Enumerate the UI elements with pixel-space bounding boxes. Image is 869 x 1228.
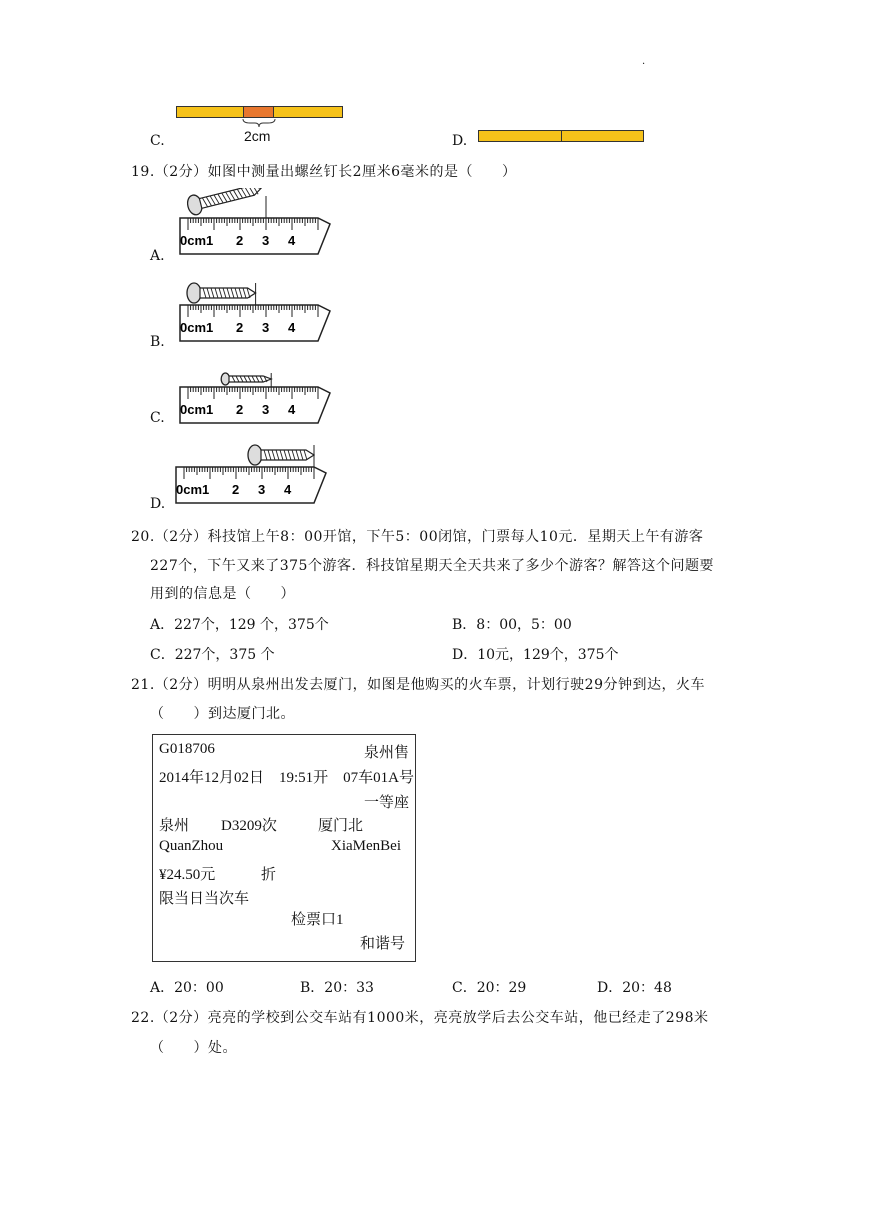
ruler-label: 4 [288,233,296,248]
screw-icon [186,188,264,216]
ticket-price: ¥24.50元 [159,867,216,883]
q20-stem-line3: 用到的信息是（ ） [150,586,295,602]
screw-icon [248,445,314,465]
ticket-from-pinyin: QuanZhou [159,838,224,854]
screw-icon [221,373,271,385]
ruler-label: 0cm1 [180,320,214,335]
q20-option-d[interactable]: D．10元，129个，375个 [452,647,619,663]
ticket-office: 泉州售 [363,745,409,761]
q21-stem-line1: 21.（2分）明明从泉州出发去厦门，如图是他购买的火车票，计划行驶29分钟到达，火车 [131,677,705,693]
ticket-seat-class: 一等座 [363,795,409,811]
ticket-from: 泉州 [159,818,190,834]
q21-option-c[interactable]: C．20：29 [452,980,527,996]
ruler-label: 3 [262,402,270,417]
ruler-a-figure [178,188,358,264]
q21-option-a[interactable]: A．20：00 [150,980,224,996]
q21-option-d[interactable]: D．20：48 [597,980,672,996]
ruler-label: 4 [288,320,296,335]
ruler-label: 2 [236,233,244,248]
q21-stem-line2: （ ）到达厦门北。 [150,706,295,722]
q20-stem-line1: 20.（2分）科技馆上午8：00开馆，下午5：00闭馆，门票每人10元．星期天上午有游客 [131,529,704,545]
ruler-label: 0cm1 [180,402,214,417]
ticket-train-name: 和谐号 [359,936,405,952]
q20-option-b[interactable]: B．8：00，5：00 [452,617,572,633]
ticket-train: D3209次 [221,818,277,834]
ticket-validity: 限当日当次车 [159,891,250,907]
q20-stem-line2: 227个，下午又来了375个游客．科技馆星期天全天共来了多少个游客？解答这个问题要 [150,558,714,574]
q20-option-a[interactable]: A．227个，129 个，375个 [150,617,329,633]
q18-option-d-divider [561,130,562,142]
ruler-label: 4 [288,402,296,417]
ticket-discount: 折 [261,867,277,883]
ticket-gate: 检票口1 [291,912,344,928]
train-ticket [152,734,416,962]
q19-stem: 19.（2分）如图中测量出螺丝钉长2厘米6毫米的是（ ） [131,164,517,180]
ruler-label: 3 [262,233,270,248]
q19-option-c-label[interactable]: C. [150,410,165,426]
ticket-to: 厦门北 [318,818,364,834]
ruler-label: 2 [236,320,244,335]
ruler-label: 3 [262,320,270,335]
ruler-label: 0cm1 [176,482,210,497]
q22-stem-line2: （ ）处。 [150,1040,237,1056]
ruler-label: 2 [236,402,244,417]
ruler-label: 2 [232,482,240,497]
q21-option-b[interactable]: B．20：33 [300,980,374,996]
q19-option-a-label[interactable]: A. [150,248,165,264]
q20-option-c[interactable]: C．227个，375 个 [150,647,275,663]
q18-bracket-text: 2cm [244,128,271,144]
header-dot: . [642,56,646,67]
ruler-label: 0cm1 [180,233,214,248]
q19-option-b-label[interactable]: B. [150,334,165,350]
ruler-label: 3 [258,482,266,497]
ticket-serial: G018706 [159,741,215,757]
ticket-datetime: 2014年12月02日 19:51开 07车01A号 [159,770,415,786]
q18-option-d-label[interactable]: D. [452,133,468,149]
ruler-b-figure [178,275,358,351]
ruler-label: 4 [284,482,292,497]
ruler-c-figure [178,357,358,433]
ruler-d-figure [174,437,354,513]
ticket-to-pinyin: XiaMenBei [331,838,401,854]
q22-stem-line1: 22.（2分）亮亮的学校到公交车站有1000米，亮亮放学后去公交车站，他已经走了298米 [131,1010,709,1026]
screw-icon [187,283,256,303]
q19-option-d-label[interactable]: D. [150,496,166,512]
q18-option-c-label[interactable]: C. [150,133,165,149]
